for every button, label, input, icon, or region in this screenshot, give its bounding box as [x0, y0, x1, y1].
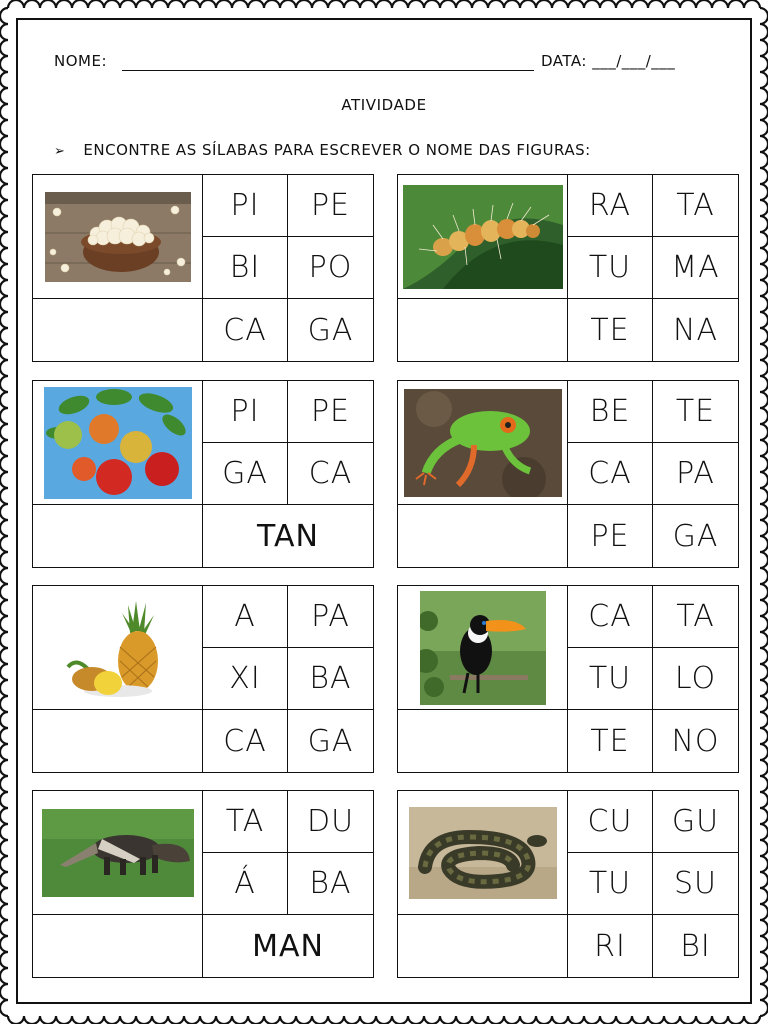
toucan-photo: [398, 586, 568, 710]
syllable: BA: [288, 853, 373, 915]
syllable: RA: [568, 175, 653, 237]
syllable: TA: [653, 175, 738, 237]
syllable: CU: [568, 791, 653, 853]
instruction-text: ENCONTRE AS SÍLABAS PARA ESCREVER O NOME DAS FIGURAS:: [83, 141, 591, 159]
syllable: PA: [653, 443, 738, 505]
syllable: GU: [653, 791, 738, 853]
syllable-card-toucan: [397, 585, 739, 773]
acerola-fruit-photo: [33, 381, 203, 505]
answer-box[interactable]: [33, 299, 203, 361]
answer-box[interactable]: [398, 915, 568, 977]
activity-title: ATIVIDADE: [341, 96, 427, 114]
syllable: TE: [568, 299, 653, 361]
syllable: CA: [568, 586, 653, 648]
answer-box[interactable]: [398, 505, 568, 567]
anaconda-photo: [398, 791, 568, 915]
syllable-card-anaconda: [397, 790, 739, 978]
date-field[interactable]: DATA: ___/___/___: [541, 52, 676, 70]
syllable: RI: [568, 915, 653, 977]
answer-box[interactable]: [33, 915, 203, 977]
syllable-card-pineapple: [32, 585, 374, 773]
syllable: GA: [203, 443, 288, 505]
syllable: TU: [568, 853, 653, 915]
answer-box[interactable]: [398, 710, 568, 772]
syllable-card-frog: [397, 380, 739, 568]
syllable: PE: [568, 505, 653, 567]
syllable: PE: [288, 381, 373, 443]
syllable: LO: [653, 648, 738, 710]
syllable-wide: MAN: [252, 928, 324, 964]
answer-box[interactable]: [398, 299, 568, 361]
syllable: CA: [568, 443, 653, 505]
caterpillar-photo: [398, 175, 568, 299]
popcorn-photo: [33, 175, 203, 299]
syllable-card-acerola: [32, 380, 374, 568]
syllable: Á: [203, 853, 288, 915]
syllable: DU: [288, 791, 373, 853]
syllable: TU: [568, 237, 653, 299]
syllable: BI: [680, 928, 711, 964]
syllable: PI: [203, 175, 288, 237]
syllable-wide: TAN: [257, 518, 319, 554]
syllable: PA: [288, 586, 373, 648]
arrow-bullet-icon: ➢: [54, 144, 66, 159]
syllable: XI: [203, 648, 288, 710]
syllable: TU: [568, 648, 653, 710]
syllable: NA: [673, 312, 718, 348]
syllable: GA: [307, 723, 354, 759]
syllable: CA: [203, 710, 288, 772]
syllable: CA: [288, 443, 373, 505]
syllable: BI: [203, 237, 288, 299]
syllable: PO: [288, 237, 373, 299]
syllable: CA: [203, 299, 288, 361]
syllable: SU: [653, 853, 738, 915]
syllable: TE: [568, 710, 653, 772]
syllable: NO: [671, 723, 720, 759]
syllable: TA: [653, 586, 738, 648]
pineapple-photo: [33, 586, 203, 710]
name-field[interactable]: [122, 70, 534, 71]
syllable: PE: [288, 175, 373, 237]
syllable-card-popcorn: [32, 174, 374, 362]
syllable: GA: [307, 312, 354, 348]
syllable: TA: [203, 791, 288, 853]
name-label: NOME:: [54, 52, 108, 70]
syllable: TE: [653, 381, 738, 443]
syllable-card-anteater: [32, 790, 374, 978]
answer-box[interactable]: [33, 710, 203, 772]
instruction: [54, 141, 591, 159]
syllable: BE: [568, 381, 653, 443]
anteater-photo: [33, 791, 203, 915]
syllable: PI: [203, 381, 288, 443]
answer-box[interactable]: [33, 505, 203, 567]
syllable: GA: [672, 518, 719, 554]
syllable: A: [203, 586, 288, 648]
frog-photo: [398, 381, 568, 505]
syllable: MA: [653, 237, 738, 299]
syllable: BA: [288, 648, 373, 710]
syllable-card-caterpillar: [397, 174, 739, 362]
